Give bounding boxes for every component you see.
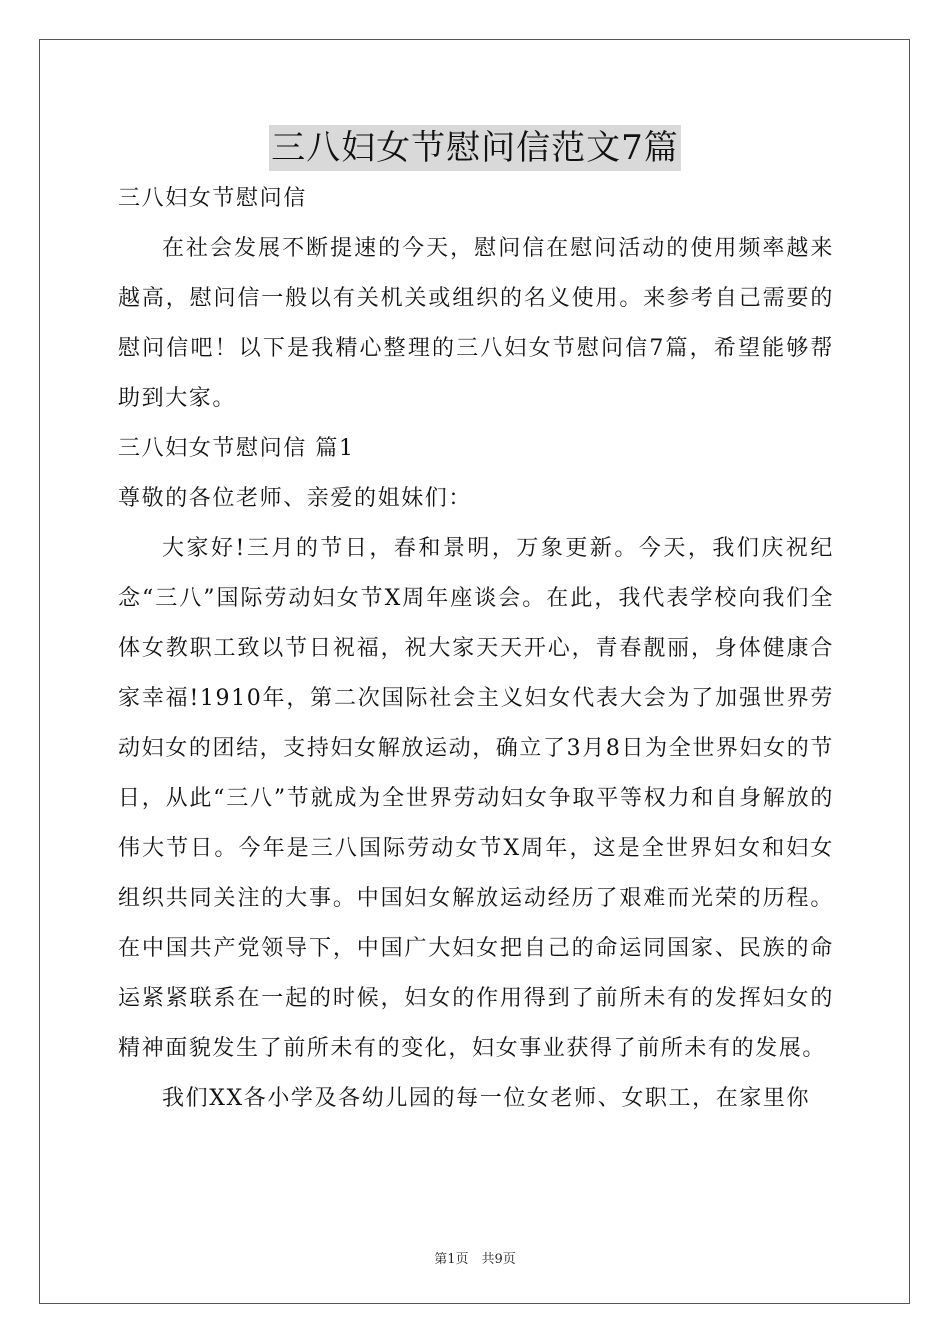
paragraph: 我们XX各小学及各幼儿园的每一位女老师、女职工，在家里你 <box>162 1086 811 1111</box>
paragraph: 三八妇女节慰问信 篇1 <box>118 436 355 461</box>
title-container <box>0 125 950 171</box>
document-body <box>118 174 834 1124</box>
document-title: 三八妇女节慰问信范文7篇 <box>269 125 681 171</box>
paragraph: 三八妇女节慰问信 <box>118 186 307 211</box>
paragraph: 大家好!三月的节日，春和景明，万象更新。今天，我们庆祝纪念“三八”国际劳动妇女节X周年座谈会。在此，我代表学校向我们全体女教职工致以节日祝福，祝大家天天开心，青春靓丽，身体健康合家幸福!1910年，第二次国际社会主义妇女代表大会为了加强世界劳动妇女的团结，支持妇女解放运动，确立了3月8日为全世界妇女的节日，从此“三八”节就成为全世界劳动妇女争取平等权力和自身解放的伟大节日。今年是三八国际劳动女节X周年，这是全世界妇女和妇女组织共同关注的大事。中国妇女解放运动经历了艰难而光荣的历程。在中国共产党领导下，中国广大妇女把自己的命运同国家、民族的命运紧紧联系在一起的时候，妇女的作用得到了前所未有的发挥妇女的精神面貌发生了前所未有的变化，妇女事业获得了前所未有的发展。 <box>118 536 834 1061</box>
paragraph: 在社会发展不断提速的今天，慰问信在慰问活动的使用频率越来越高，慰问信一般以有关机关或组织的名义使用。来参考自己需要的慰问信吧！以下是我精心整理的三八妇女节慰问信7篇，希望能够帮助到大家。 <box>118 236 834 411</box>
page-footer: 第1页 共9页 <box>434 1252 516 1267</box>
paragraph: 尊敬的各位老师、亲爱的姐妹们： <box>118 486 473 511</box>
